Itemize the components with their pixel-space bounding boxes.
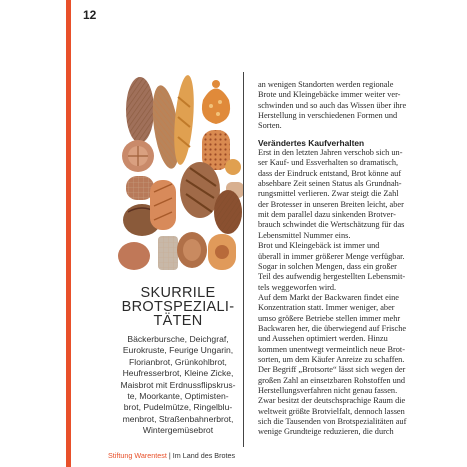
text-line: brauch schwindet die Wertschätzung für das <box>258 220 405 230</box>
intro-paragraph <box>258 80 407 132</box>
text-line: Brot und Kleingebäck ist immer und <box>258 241 380 251</box>
text-line: Sogar in solchen Mengen, dass ein großer <box>258 261 397 271</box>
text-line: und Aussehen optimiert werden. Hinzu <box>258 334 388 344</box>
list-line: Wintergemüsebrot <box>142 425 214 436</box>
text-line: Brote und Kleingebäcke immer weiter ver- <box>258 90 401 100</box>
footer-separator: | <box>166 451 173 460</box>
footer-book-title: Im Land des Brotes <box>172 451 236 460</box>
list-line: Eurokruste, Feurige Ungarin, <box>122 345 234 356</box>
feature-title-line: SKURRILE <box>140 285 216 301</box>
page-footer <box>108 451 235 460</box>
text-line: Teil des aufwendig hergestellten Lebensmit- <box>258 272 406 282</box>
accent-bar <box>66 0 71 467</box>
text-line: sich die Tausenden von Brotspezialitäten auf <box>258 417 407 426</box>
list-line: Bäckerbursche, Deichgraf, <box>127 334 229 344</box>
text-line: schwinden und so auch das Wissen über ihre <box>258 100 407 110</box>
text-line: Zwar besitzt der deutschsprachige Raum die <box>258 396 406 406</box>
article-text <box>258 80 407 438</box>
page-number: 12 <box>83 8 97 22</box>
text-line: tels weggeworfen wird. <box>258 282 337 292</box>
feature-title-line: BROTSPEZIALI- <box>121 299 235 315</box>
column-divider <box>243 72 244 447</box>
text-line: sorten, um dem Käufer Anreize zu schaffen. <box>258 354 405 364</box>
bread-specialties-list <box>108 334 248 437</box>
text-line: absehbare Zeit seinen Status als Grundnah- <box>258 179 402 189</box>
bread-illustration <box>108 72 248 282</box>
text-line: überall in immer größerer Menge verfügbar. <box>258 251 405 261</box>
list-line: menbrot, Straßenbahnerbrot, <box>122 413 234 424</box>
footer-brand: Stiftung Warentest <box>108 451 167 460</box>
text-line: wenige Grundteige reduzieren, die durch <box>258 427 394 437</box>
text-line: dass der Eindruck entstand, Brot könne auf <box>258 168 402 178</box>
list-line: Florianbrot, Grünkohlbrot, <box>129 356 227 367</box>
text-line: Herstellungsverfahren nicht genau fassen. <box>258 385 398 395</box>
text-line: Erst in den letzten Jahren verschob sich un- <box>258 148 403 158</box>
text-line: an wenigen Standorten werden regionale <box>258 80 394 89</box>
text-line: ser Kauf- und Essverhalten so dramatisch, <box>258 158 399 168</box>
text-line: Auf dem Markt der Backwaren findet eine <box>258 292 399 302</box>
text-line: kommen unentwegt vermeintlich neue Brot- <box>258 344 405 354</box>
text-line: Der Begriff „Brotsorte“ lässt sich wegen der <box>258 365 406 375</box>
list-line: brot, Pudelmütze, Ringelblu- <box>123 402 233 413</box>
text-line: weltweit größte Brotvielfalt, dennoch lassen <box>258 406 405 416</box>
sidebar <box>108 72 248 447</box>
section-heading: Verändertes Kaufverhalten <box>258 137 365 148</box>
text-line: Backwaren her, die überwiegend auf Frische <box>258 323 407 333</box>
text-line: Sorten. <box>258 121 282 131</box>
text-line: mit dem parallel dazu sinkenden Brotver- <box>258 210 396 220</box>
text-line: großen Zahl an einsetzbaren Rohstoffen und <box>258 375 406 385</box>
list-line: te, Moorkante, Optimisten- <box>127 391 229 402</box>
text-line: Lebensmittel Nummer eins. <box>258 230 351 240</box>
text-line: der Brotesser in unseren Breiten leicht, aber <box>258 199 404 209</box>
body-paragraphs <box>258 148 407 438</box>
feature-title-line: TÄTEN <box>153 313 203 329</box>
text-line: rungsmittel verlieren. Zwar steigt die Zahl <box>258 189 399 199</box>
list-line: Maisbrot mit Erdnussflipskrus- <box>120 379 236 390</box>
text-line: Herstellung in verschiedenen Formen und <box>258 111 398 121</box>
text-line: Konzentration statt. Immer weniger, aber <box>258 303 395 313</box>
list-line: Heufresserbrot, Kleine Zicke, <box>122 368 234 379</box>
feature-title <box>108 286 248 328</box>
text-line: umso größere Betriebe stellen immer mehr <box>258 313 401 323</box>
